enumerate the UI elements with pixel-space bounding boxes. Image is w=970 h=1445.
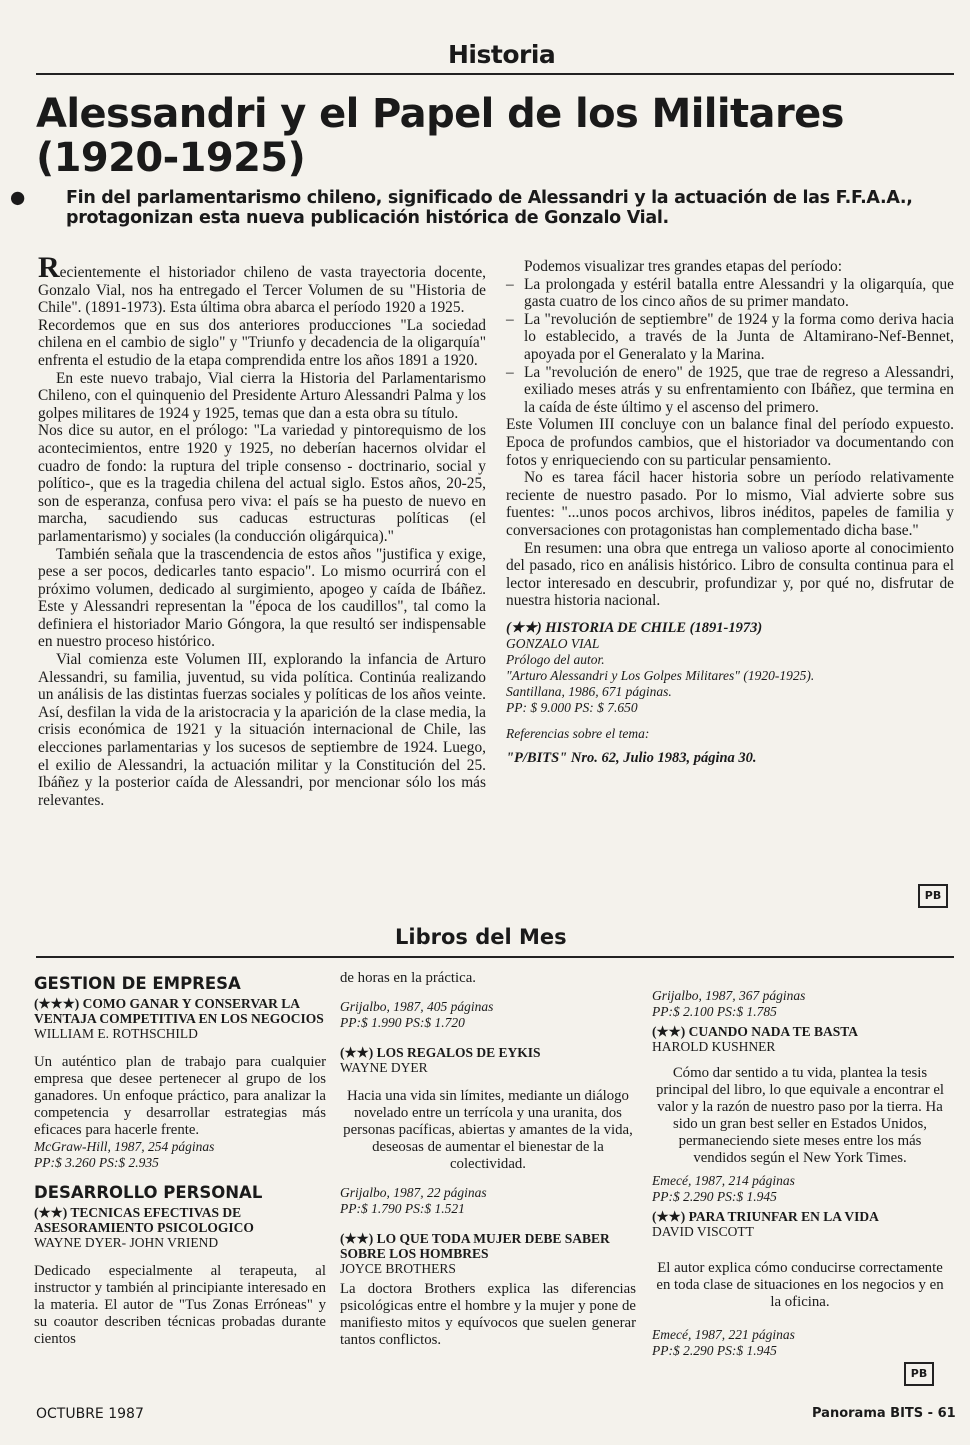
book-author: WAYNE DYER [340, 1060, 428, 1075]
book-price: PP:$ 2.290 PS:$ 1.945 [652, 1343, 777, 1358]
book-description: El autor explica cómo conducirse correctamente en toda clase de situaciones en los negocios y en la oficina. [656, 1260, 944, 1310]
bullet-icon: ● [10, 188, 25, 208]
paragraph-text: ecientemente el historiador chileno de vasta trayectoria docente, Gonzalo Vial, nos ha entregado el Tercer Volumen de su "Historia de Chile". (1891-1973). Esta última obra abarca el período 1920 a 1925. [38, 264, 486, 317]
category-heading: GESTION DE EMPRESA [34, 974, 241, 993]
article-paragraph: Nos dice su autor, en el prólogo: "La variedad y pintorequismo de los acontecimientos, entre 1920 y 1925, no deberían hacernos olvidar el cuadro de fondo: la ruptura del triple consenso - doctrinario, social y político-, que es la tragedia chilena del actual siglo. Estos años, 20-25, son de esperanza, confusa pero viva: el país se ha puesto de nuevo en marcha, sacudiendo sus caducas estructuras políticas (el parlamentarismo) y sociales (la conducción oligárquica)." [38, 422, 486, 545]
stages-list [506, 276, 954, 417]
book-publisher: Grijalbo, 1987, 405 páginas [340, 999, 494, 1014]
book-author: JOYCE BROTHERS [340, 1261, 456, 1276]
footer-page-number: Panorama BITS - 61 [812, 1406, 956, 1421]
reference-title: (★★) HISTORIA DE CHILE (1891-1973) [506, 619, 763, 636]
article-paragraph: Recordemos que en sus dos anteriores producciones "La sociedad chilena en el cambio de siglo" y "Triunfo y decadencia de la oligarquía" enfrenta el estudio de la etapa comprendida entre los años 1891 a 1920. [38, 316, 486, 369]
drop-cap: R [38, 251, 60, 284]
reference-subtitle: "Arturo Alessandri y Los Golpes Militares" (1920-1925). [506, 667, 815, 683]
books-column-2 [340, 970, 636, 1349]
article-title: Alessandri y el Papel de los Militares (1920-1925) [36, 91, 844, 181]
books-column-1 [34, 970, 326, 1348]
book-price: PP:$ 2.290 PS:$ 1.945 [652, 1189, 777, 1204]
book-author: WAYNE DYER- JOHN VRIEND [34, 1235, 219, 1250]
book-publisher: Grijalbo, 1987, 367 páginas [652, 988, 806, 1003]
book-author: WILLIAM E. ROTHSCHILD [34, 1026, 198, 1041]
books-section-heading: Libros del Mes [395, 925, 567, 949]
book-description: Cómo dar sentido a tu vida, plantea la tesis principal del libro, lo que equivale a encontrar el valor y la razón de nuestro paso por la tierra. Ha sido un gran best seller en Estados Unidos, permaneciendo siete meses entre los más vendidos según el New York Times. [655, 1065, 944, 1166]
book-description-continued: de horas en la práctica. [340, 970, 476, 986]
see-also-citation: "P/BITS" Nro. 62, Julio 1983, página 30. [506, 749, 757, 766]
article-column-right [506, 258, 954, 766]
book-title: (★★) LOS REGALOS DE EYKIS [340, 1045, 541, 1060]
article-paragraph: En este nuevo trabajo, Vial cierra la Historia del Parlamentarismo Chileno, con el quinquenio del Presidente Arturo Alessandri Palma y los golpes militares de 1924 y 1925, temas que dan a esta obra su título. [38, 369, 486, 422]
reference-publisher: Santillana, 1986, 671 páginas. [506, 683, 672, 699]
book-description: Hacia una vida sin límites, mediante un diálogo novelado entre un terrícola y una uranita, dos personas pacíficas, abiertas y amantes de la vida, deseosas de aumentar el bienestar de la colectividad. [343, 1088, 633, 1172]
book-price: PP:$ 1.790 PS:$ 1.521 [340, 1201, 465, 1216]
article-paragraph: Podemos visualizar tres grandes etapas del período: [524, 258, 842, 275]
book-author: DAVID VISCOTT [652, 1224, 754, 1239]
article-paragraph: No es tarea fácil hacer historia sobre un período relativamente reciente de nuestro pasado. Por lo mismo, Vial advierte sobre sus fuentes: "...unos pocos archivos, libros inéditos, papeles de familia y conversaciones con protagonistas han complementado dicha base." [506, 469, 954, 539]
reference-author: GONZALO VIAL [506, 635, 600, 651]
section-heading: Historia [448, 40, 556, 69]
article-lead [10, 188, 963, 228]
top-rule [36, 73, 954, 75]
pb-logo-icon: PB [904, 1362, 934, 1386]
book-publisher: Emecé, 1987, 214 páginas [652, 1173, 795, 1188]
article-paragraph: También señala que la trascendencia de estos años "justifica y exige, pese a ser pocos, dedicarles tanto espacio". Lo mismo ocurrirá con el próximo volumen, dedicado al surgimiento, apogeo y caída de Ibáñez. Este y Alessandri representan la "época de los caudillos", tal como la definiera el historiador Mario Góngora, la que resultó ser indispensable en nuestro proceso histórico. [38, 545, 486, 651]
book-title: (★★) LO QUE TODA MUJER DEBE SABER SOBRE LOS HOMBRES [340, 1231, 610, 1261]
book-title: (★★) TECNICAS EFECTIVAS DE ASESORAMIENTO PSICOLOGICO [34, 1205, 254, 1235]
article-paragraph: Vial comienza este Volumen III, explorando la infancia de Arturo Alessandri, su familia, juventud, su vida política. Continúa realizando un análisis de las distintas fuerzas sociales y políticas de los años veinte. Así, desfilan la vida de la aristocracia y la aparición de la clase media, la crisis económica de 1921 y la situación internacional de Chile, las elecciones parlamentarias y los sucesos de septiembre de 1924. Luego, el exilio de Alessandri, la actuación militar y la Constitución del 25. Ibáñez y la posterior caída de Alessandri, por mencionar sólo los más relevantes. [38, 651, 486, 809]
book-reference [506, 620, 954, 766]
book-description: Un auténtico plan de trabajo para cualquier empresa que desee pertenecer al grupo de los ganadores. Un enfoque práctico, para analizar la competencia y desarrollar estrategias más eficaces para hacerle frente. [34, 1054, 326, 1138]
stage-item: – La prolongada y estéril batalla entre Alessandri y la oligarquía, que gasta cuatro de los cinco años de su primer mandato. [506, 276, 954, 311]
book-publisher: Grijalbo, 1987, 22 páginas [340, 1185, 487, 1200]
stage-item: – La "revolución de septiembre" de 1924 y la forma como deriva hacia lo establecido, a través de la Junta de Altamirano-Nef-Bennet, apoyada por el Generalato y la Marina. [506, 311, 954, 364]
lead-text: Fin del parlamentarismo chileno, significado de Alessandri y la actuación de las F.F.A.A., protagonizan esta nueva publicación histórica de Gonzalo Vial. [66, 188, 913, 228]
book-title: (★★) CUANDO NADA TE BASTA [652, 1024, 858, 1039]
stage-item: – La "revolución de enero" de 1925, que trae de regreso a Alessandri, exiliado meses atrás y su enfrentamiento con Ibáñez, que termina en la caída de éste último y el ascenso del primero. [506, 364, 954, 417]
article-paragraph: En resumen: una obra que entrega un valioso aporte al conocimiento del pasado, rico en análisis histórico. Libro de consulta continua para el lector interesado en descubrir, profundizar y, por qué no, disfrutar de nuestra historia nacional. [506, 539, 954, 610]
article-paragraph [38, 251, 486, 317]
see-also-label: Referencias sobre el tema: [506, 725, 650, 741]
book-title: (★★★) COMO GANAR Y CONSERVAR LA VENTAJA COMPETITIVA EN LOS NEGOCIOS [34, 996, 324, 1026]
books-rule [36, 956, 954, 958]
book-title: (★★) PARA TRIUNFAR EN LA VIDA [652, 1209, 879, 1224]
pb-logo-icon: PB [918, 884, 948, 908]
book-publisher: Emecé, 1987, 221 páginas [652, 1327, 795, 1342]
books-column-3 [652, 970, 948, 1359]
book-price: PP:$ 2.100 PS:$ 1.785 [652, 1004, 777, 1019]
article-column-left [38, 251, 486, 809]
book-publisher: McGraw-Hill, 1987, 254 páginas [34, 1139, 215, 1154]
reference-prologue: Prólogo del autor. [506, 651, 605, 667]
footer-date: OCTUBRE 1987 [36, 1406, 144, 1422]
category-heading: DESARROLLO PERSONAL [34, 1183, 263, 1202]
book-price: PP:$ 3.260 PS:$ 2.935 [34, 1155, 159, 1170]
book-price: PP:$ 1.990 PS:$ 1.720 [340, 1015, 465, 1030]
article-paragraph: Este Volumen III concluye con un balance final del período expuesto. Epoca de profundos cambios, que el historiador va documentando con fotos y enriqueciendo con su particular pensamiento. [506, 416, 954, 469]
book-description: Dedicado especialmente al terapeuta, al instructor y también al principiante interesado en la materia. El autor de "Tus Zonas Erróneas" y su coautor describen técnicas probadas durante cientos [34, 1263, 326, 1347]
book-description: La doctora Brothers explica las diferencias psicológicas entre el hombre y la mujer y pone de manifiesto mitos y equívocos que suelen generar tantos conflictos. [340, 1281, 636, 1348]
book-author: HAROLD KUSHNER [652, 1039, 776, 1054]
reference-price: PP: $ 9.000 PS: $ 7.650 [506, 699, 638, 715]
